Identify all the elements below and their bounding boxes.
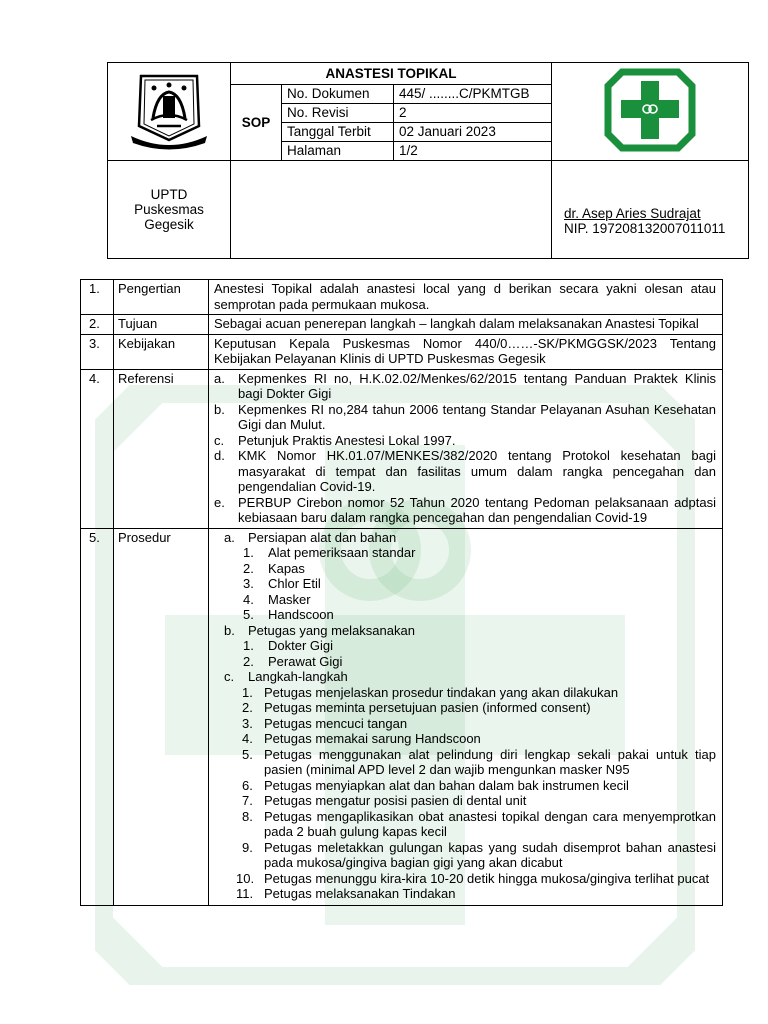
list-marker: d. xyxy=(214,448,225,463)
procedure-subsection xyxy=(214,669,716,685)
unit-line: UPTD xyxy=(150,187,188,202)
signatory-name: dr. Asep Aries Sudrajat xyxy=(564,206,701,221)
list-text: Kepmenkes RI no,284 tahun 2006 tentang Standar Pelayanan Asuhan Kesehatan Gigi dan Mulut. xyxy=(238,401,716,432)
meta-label: Halaman xyxy=(282,142,394,161)
list-text: Petugas menggunakan alat pelindung diri lengkap sekali pakai untuk tiap pasien (minimal APD level 2 dan wajib mengunkan masker N95 xyxy=(264,746,716,777)
sop-label: SOP xyxy=(241,115,271,130)
list-marker: 6. xyxy=(242,777,253,793)
meta-label: No. Dokumen xyxy=(282,85,394,104)
section-label: Prosedur xyxy=(114,528,209,905)
list-text: Petugas melaksanakan Tindakan xyxy=(264,886,456,901)
meta-label: No. Revisi xyxy=(282,104,394,123)
signatory-nip: NIP. 197208132007011011 xyxy=(564,221,726,236)
list-item xyxy=(214,495,716,526)
list-item xyxy=(214,638,716,654)
cirebon-regency-emblem-icon xyxy=(127,70,211,150)
list-item xyxy=(214,545,716,561)
list-item xyxy=(214,433,716,449)
list-marker: 1. xyxy=(243,545,254,560)
list-text: Kepmenkes RI no, H.K.02.02/Menkes/62/2015 tentang Panduan Praktek Klinis bagi Dokter Gigi xyxy=(238,370,716,401)
list-text: PERBUP Cirebon nomor 52 Tahun 2020 tentang Pedoman pelaksanaan adptasi kebiasaan baru dalam rangka pencegahan dan pengendalian Covid-19 xyxy=(238,494,716,525)
meta-label: Tanggal Terbit xyxy=(282,123,394,142)
list-text: KMK Nomor HK.01.07/MENKES/382/2020 tentang Protokol kesehatan bagi masyarakat di tempat dan fasilitas umum dalam rangka pencegahan dan pengendalian Covid-19. xyxy=(238,448,716,494)
list-marker: 2. xyxy=(243,653,254,669)
procedure-subsection xyxy=(214,623,716,639)
section-label: Tujuan xyxy=(114,315,209,335)
procedure-step xyxy=(214,716,716,732)
procedure-step xyxy=(214,747,716,778)
section-number: 3. xyxy=(81,334,114,369)
procedure-step xyxy=(214,685,716,701)
list-marker: 11. xyxy=(236,886,254,901)
blank-cell xyxy=(231,161,552,259)
list-marker: 2. xyxy=(242,700,253,715)
section-number: 2. xyxy=(81,315,114,335)
section-row xyxy=(81,369,723,528)
sop-body-table xyxy=(80,279,723,906)
section-text: Keputusan Kepala Puskesmas Nomor 440/0……-SK/PKMGGSK/2023 Tentang Kebijakan Pelayanan Klinis di UPTD Puskesmas Gegesik xyxy=(209,334,723,369)
section-row xyxy=(81,528,723,905)
unit-line: Gegesik xyxy=(144,217,194,232)
list-marker: 4. xyxy=(243,591,254,607)
list-marker: 5. xyxy=(242,746,253,762)
unit-line: Puskesmas xyxy=(134,202,204,217)
list-text: Petugas meminta persetujuan pasien (informed consent) xyxy=(264,700,591,715)
document-meta-table xyxy=(231,85,551,160)
signature-cell xyxy=(552,161,749,259)
list-text: Perawat Gigi xyxy=(268,653,343,669)
list-text: Petugas menyiapkan alat dan bahan dalam bak instrumen kecil xyxy=(264,777,629,793)
procedure-step xyxy=(214,793,716,809)
list-marker: c. xyxy=(214,432,225,448)
list-text: Petugas mencuci tangan xyxy=(264,715,408,731)
list-marker: 9. xyxy=(242,839,253,855)
list-item xyxy=(214,654,716,670)
header-info-cell xyxy=(231,63,552,161)
meta-value: 2 xyxy=(394,104,552,123)
list-marker: 2. xyxy=(243,560,254,576)
section-number: 4. xyxy=(81,369,114,528)
procedure-step xyxy=(214,731,716,747)
list-marker: e. xyxy=(214,494,225,510)
section-label: Kebijakan xyxy=(114,334,209,369)
list-text: Petugas menunggu kira-kira 10-20 detik hingga mukosa/gingiva terlihat pucat xyxy=(264,870,710,886)
list-marker: 8. xyxy=(242,808,253,824)
meta-value: 1/2 xyxy=(394,142,552,161)
sop-header-table xyxy=(107,62,749,259)
section-label: Pengertian xyxy=(114,280,209,315)
list-text: Petugas memakai sarung Handscoon xyxy=(264,731,481,746)
list-marker: c. xyxy=(224,669,235,684)
svg-text:· · · · · · · · · ·: · · · · · · · · · · xyxy=(157,140,181,146)
logo-left-cell xyxy=(108,63,231,161)
list-marker: b. xyxy=(224,622,235,638)
list-text: Kapas xyxy=(268,560,305,576)
list-text: Masker xyxy=(268,591,311,607)
section-number: 1. xyxy=(81,280,114,315)
list-marker: b. xyxy=(214,401,225,417)
section-row xyxy=(81,334,723,369)
puskesmas-green-cross-icon xyxy=(604,68,696,152)
list-item xyxy=(214,561,716,577)
list-marker: 7. xyxy=(242,793,253,808)
list-marker: 4. xyxy=(242,731,253,746)
section-text: Sebagai acuan penerepan langkah – langkah dalam melaksanakan Anastesi Topikal xyxy=(209,315,723,335)
list-marker: a. xyxy=(214,370,225,386)
list-marker: a. xyxy=(224,529,235,545)
section-number: 5. xyxy=(81,528,114,905)
list-text: Petunjuk Praktis Anestesi Lokal 1997. xyxy=(238,432,456,448)
procedure-subsection xyxy=(214,530,716,546)
procedure-step xyxy=(214,700,716,716)
section-row xyxy=(81,315,723,335)
list-marker: 5. xyxy=(243,607,254,622)
list-item xyxy=(214,607,716,623)
procedure-step xyxy=(214,840,716,871)
procedure-content xyxy=(209,528,723,905)
list-text: Dokter Gigi xyxy=(268,638,334,653)
meta-value: 02 Januari 2023 xyxy=(394,123,552,142)
logo-right-cell xyxy=(552,63,749,161)
section-text: Anestesi Topikal adalah anastesi local yang d berikan secara yakni olesan atau semprotan pada permukaan mukosa. xyxy=(209,280,723,315)
list-item xyxy=(214,448,716,495)
list-text: Petugas mengatur posisi pasien di dental unit xyxy=(264,793,527,808)
list-marker: 3. xyxy=(242,715,253,731)
subsection-title: Petugas yang melaksanakan xyxy=(248,622,415,638)
list-item xyxy=(214,592,716,608)
subsection-title: Langkah-langkah xyxy=(248,669,348,684)
list-text: Petugas mengaplikasikan obat anastesi topikal dengan cara menyemprotkan pada 2 buah gulung kapas kecil xyxy=(264,808,716,839)
section-content xyxy=(209,369,723,528)
meta-value: 445/ ........C/PKMTGB xyxy=(394,85,552,104)
reference-list xyxy=(214,371,716,526)
procedure-step xyxy=(214,809,716,840)
list-text: Chlor Etil xyxy=(268,576,321,591)
list-text: Petugas menjelaskan prosedur tindakan yang akan dilakukan xyxy=(264,684,619,700)
section-label: Referensi xyxy=(114,369,209,528)
list-marker: 1. xyxy=(243,638,254,653)
list-marker: 10. xyxy=(236,870,255,886)
list-marker: 1. xyxy=(242,684,253,700)
unit-name-cell xyxy=(108,161,231,259)
document-title: ANASTESI TOPIKAL xyxy=(231,63,551,85)
list-text: Alat pemeriksaan standar xyxy=(268,545,416,560)
procedure-step xyxy=(214,871,716,887)
procedure-step xyxy=(214,886,716,902)
list-marker: 3. xyxy=(243,576,254,591)
list-item xyxy=(214,402,716,433)
subsection-title: Persiapan alat dan bahan xyxy=(248,529,397,545)
list-item xyxy=(214,371,716,402)
list-text: Handscoon xyxy=(268,607,334,622)
list-text: Petugas meletakkan gulungan kapas yang sudah disemprot bahan anastesi pada mukosa/gingiva bagian gigi yang akan dicabut xyxy=(264,839,716,870)
procedure-step xyxy=(214,778,716,794)
list-item xyxy=(214,576,716,592)
section-row xyxy=(81,280,723,315)
